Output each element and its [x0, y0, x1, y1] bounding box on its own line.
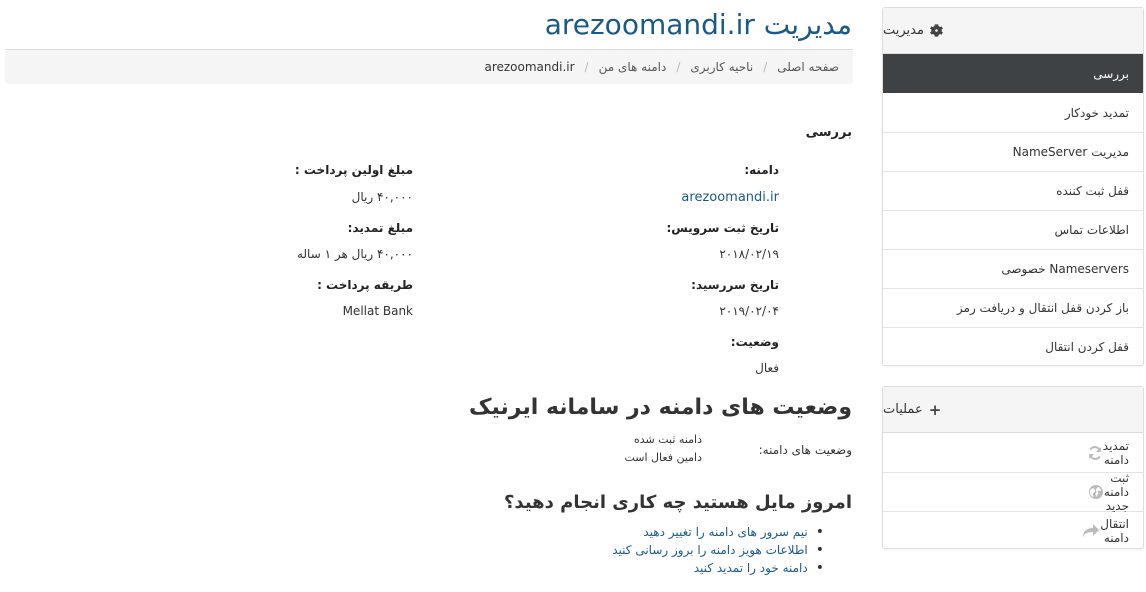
page-title: مدیریت arezoomandi.ir [544, 8, 852, 41]
payment-method-label: طریقه پرداخت : [317, 278, 413, 292]
sidebar-item-registrar-lock[interactable] [883, 171, 1143, 210]
due-date-label: تاریخ سررسید: [691, 278, 779, 292]
sidebar-actions-panel [882, 386, 1144, 549]
sidebar-item-label: Nameservers خصوصی [1001, 262, 1129, 276]
payment-method-value: Mellat Bank [342, 304, 413, 318]
sidebar-item-unlock-transfer[interactable] [883, 288, 1143, 327]
due-date-value: ۲۰۱۹/۰۲/۰۴ [719, 304, 779, 318]
sidebar-item-label: قفل ثبت کننده [1056, 184, 1129, 198]
sidebar-item-contact-info[interactable] [883, 210, 1143, 249]
breadcrumb-client-area[interactable]: ناحیه کاربری [690, 60, 754, 74]
sidebar-item-label: بررسی [1093, 66, 1129, 81]
first-payment-value: ۴۰,۰۰۰ ریال [351, 190, 413, 204]
breadcrumb [5, 50, 853, 84]
sidebar-item-label: ثبت دامنه جدید [1103, 471, 1129, 513]
first-payment-label: مبلغ اولین پرداخت : [294, 163, 413, 177]
sidebar-item-lock-transfer[interactable] [883, 327, 1143, 366]
sidebar-manage-panel [882, 7, 1144, 366]
irnic-status-registered: دامنه ثبت شده [634, 433, 702, 446]
domain-value[interactable]: arezoomandi.ir [681, 190, 779, 205]
breadcrumb-separator: / [584, 60, 589, 74]
sidebar-item-label: تمدید خودکار [1064, 105, 1129, 120]
sidebar-item-overview[interactable] [883, 54, 1143, 93]
breadcrumb-home[interactable]: صفحه اصلی [777, 60, 839, 74]
sidebar-item-label: قفل کردن انتقال [1045, 340, 1129, 354]
sidebar-item-auto-renew[interactable] [883, 93, 1143, 132]
sidebar-item-label: تمدید دامنه [1102, 438, 1129, 467]
sidebar-item-label: باز کردن قفل انتقال و دریافت رمز [956, 301, 1129, 315]
breadcrumb-separator: / [763, 60, 768, 74]
share-arrow-icon [1082, 522, 1100, 540]
overview-heading: بررسی [805, 125, 852, 140]
refresh-icon [1087, 444, 1103, 462]
sidebar-actions-title: عملیات [883, 402, 923, 417]
sidebar-manage-title: مدیریت [883, 23, 924, 38]
renew-amount-label: مبلغ تمدید: [347, 221, 413, 235]
status-label: وضعیت: [730, 335, 779, 349]
irnic-status-active: دامین فعال است [624, 451, 702, 464]
irnic-heading: وضعیت های دامنه در سامانه ایرنیک [469, 395, 852, 420]
sidebar-actions-header[interactable] [883, 387, 1143, 433]
todo-renew-domain[interactable]: • دامنه خود را تمدید کنید [612, 559, 824, 577]
breadcrumb-my-domains[interactable]: دامنه های من [598, 60, 667, 74]
todo-change-nameservers[interactable]: • نیم سرور های دامنه را تغییر دهید [612, 523, 824, 541]
globe-icon [1088, 483, 1104, 501]
sidebar-item-register-domain[interactable] [883, 472, 1143, 511]
todo-update-whois[interactable]: • اطلاعات هویز دامنه را بروز رسانی کنید [612, 541, 824, 559]
todo-list [612, 523, 824, 577]
sidebar-item-label: مدیریت NameServer [1012, 145, 1129, 159]
sidebar-item-renew-domain[interactable] [883, 433, 1143, 472]
sidebar-item-transfer-domain[interactable] [883, 511, 1143, 550]
status-value: فعال [755, 361, 779, 375]
renew-amount-value: ۴۰,۰۰۰ ریال هر ۱ ساله [296, 247, 413, 261]
reg-date-label: تاریخ ثبت سرویس: [666, 221, 779, 235]
gear-icon [930, 24, 943, 37]
domain-label: دامنه: [744, 163, 779, 177]
breadcrumb-separator: / [676, 60, 681, 74]
irnic-statuses-label: وضعیت های دامنه: [758, 443, 852, 457]
sidebar-item-private-nameservers[interactable] [883, 249, 1143, 288]
reg-date-value: ۲۰۱۸/۰۲/۱۹ [719, 247, 779, 261]
sidebar-item-label: انتقال دامنه [1100, 517, 1129, 545]
todo-heading: امروز مایل هستید چه کاری انجام دهید؟ [503, 492, 852, 513]
sidebar-item-label: اطلاعات تماس [1054, 223, 1129, 237]
breadcrumb-current: arezoomandi.ir [484, 60, 575, 74]
sidebar-item-nameserver[interactable] [883, 132, 1143, 171]
plus-icon: + [928, 400, 942, 419]
sidebar-manage-header[interactable] [883, 8, 1143, 54]
